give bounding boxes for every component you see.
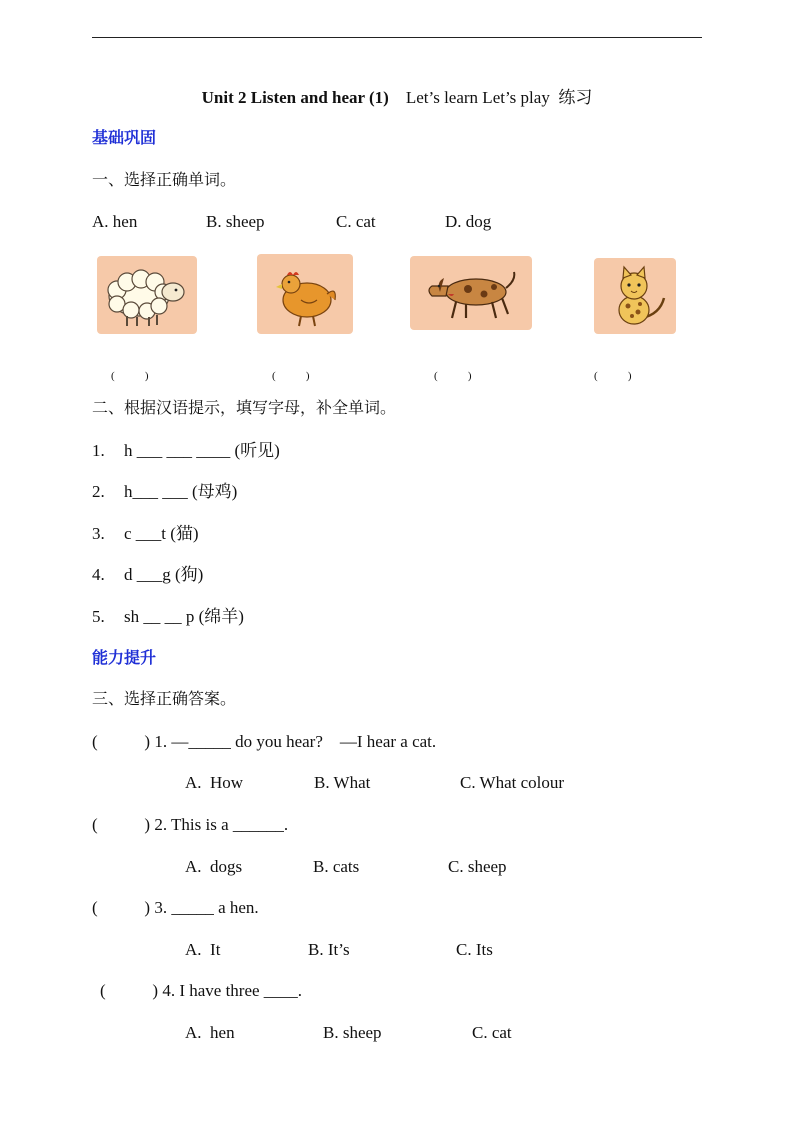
picture-hen (257, 254, 353, 334)
hen-icon (257, 254, 353, 334)
option-c: C. cat (336, 212, 376, 231)
choice-b: B. It’s (308, 940, 350, 959)
fill-item: sh __ __ p (绵羊) (124, 607, 244, 626)
choice-a: A. How (185, 773, 244, 792)
dog-icon (410, 256, 532, 330)
fill-item: d ___g (狗) (124, 565, 204, 584)
question-stem: ( ) 2. This is a ______. (92, 815, 289, 834)
choice-c: C. What colour (460, 773, 565, 792)
choice-b: B. sheep (323, 1023, 382, 1042)
fill-item: c ___t (猫) (124, 524, 199, 543)
part2-heading: 二、根据汉语提示，填写字母，补全单词。 (92, 398, 397, 417)
item-number: 4. (92, 565, 105, 584)
item-number: 5. (92, 607, 105, 626)
question-stem: ( ) 1. —_____ do you hear? —I hear a cat. (92, 732, 437, 751)
option-b: B. sheep (206, 212, 265, 231)
question-stem: ( ) 4. I have three ____. (100, 981, 303, 1000)
choice-c: C. cat (472, 1023, 512, 1042)
fill-item: h___ ___ (母鸡) (124, 482, 238, 501)
picture-dog (410, 256, 532, 330)
fill-item: h ___ ___ ____ (听见) (124, 441, 280, 460)
option-d: D. dog (445, 212, 492, 231)
item-number: 1. (92, 441, 105, 460)
choice-c: C. sheep (448, 857, 507, 876)
cat-icon (594, 258, 676, 334)
page-title: Unit 2 Listen and hear (1) Let’s learn Let’s play 练习 (201, 88, 593, 107)
header-rule (92, 37, 702, 38)
sheep-icon (97, 256, 197, 334)
question-stem: ( ) 3. _____ a hen. (92, 898, 259, 917)
section-advanced: 能力提升 (92, 648, 157, 667)
answer-blank-3[interactable]: ( ) (434, 370, 472, 382)
part1-heading: 一、选择正确单词。 (92, 170, 237, 189)
answer-blank-4[interactable]: ( ) (594, 370, 632, 382)
choice-b: B. cats (313, 857, 360, 876)
picture-cat (594, 258, 676, 334)
answer-blank-2[interactable]: ( ) (272, 370, 310, 382)
choice-a: A. It (185, 940, 221, 959)
picture-sheep (97, 256, 197, 334)
item-number: 3. (92, 524, 105, 543)
choice-b: B. What (314, 773, 371, 792)
choice-c: C. Its (456, 940, 493, 959)
choice-a: A. dogs (185, 857, 243, 876)
section-basic: 基础巩固 (92, 128, 157, 147)
item-number: 2. (92, 482, 105, 501)
answer-blank-1[interactable]: ( ) (111, 370, 149, 382)
option-a: A. hen (92, 212, 138, 231)
part3-heading: 三、选择正确答案。 (92, 689, 237, 708)
choice-a: A. hen (185, 1023, 235, 1042)
